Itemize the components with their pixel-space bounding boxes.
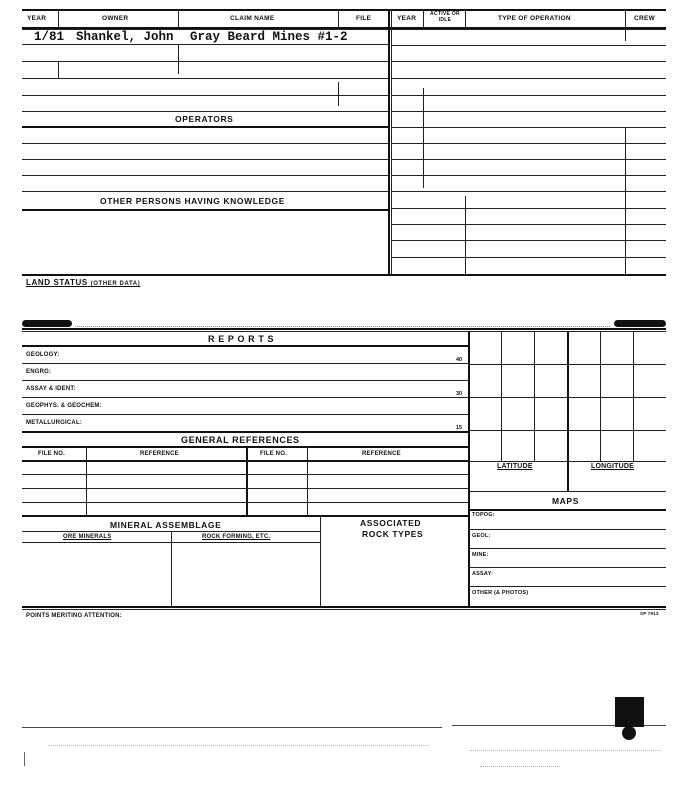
rock-forming-label: ROCK FORMING, ETC. <box>202 534 271 540</box>
header-year-right: YEAR <box>397 15 417 22</box>
row1-year: 1/81 <box>34 30 65 44</box>
gr-file-no-1: FILE NO. <box>38 451 65 457</box>
maps-topog: TOPOG: <box>472 512 495 518</box>
header-owner: OWNER <box>102 15 129 22</box>
longitude-label: LONGITUDE <box>591 463 635 470</box>
reports-heading: R E P O R T S <box>208 334 275 344</box>
registration-mark <box>615 697 644 727</box>
ore-minerals-label: ORE MINERALS <box>63 534 112 540</box>
maps-assay: ASSAY: <box>472 571 494 577</box>
report-engrg: ENGRG: <box>26 369 52 375</box>
land-status-heading <box>26 278 140 287</box>
mineral-assemblage-heading: MINERAL ASSEMBLAGE <box>110 520 222 530</box>
header-file: FILE <box>356 15 372 22</box>
report-geophys: GEOPHYS. & GEOCHEM: <box>26 403 102 409</box>
general-references-heading: GENERAL REFERENCES <box>181 435 300 445</box>
report-geology-num: 40 <box>456 357 463 363</box>
header-claim-name: CLAIM NAME <box>230 15 275 22</box>
report-metallurgical-num: 15 <box>456 425 463 431</box>
form-number: SP 7913 <box>640 611 659 616</box>
other-persons-heading: OTHER PERSONS HAVING KNOWLEDGE <box>100 196 286 206</box>
gr-reference-2: REFERENCE <box>362 451 401 457</box>
report-assay-num: 30 <box>456 391 463 397</box>
associated-heading: ASSOCIATED <box>360 518 422 528</box>
points-meriting-attention: POINTS MERITING ATTENTION: <box>26 613 122 619</box>
maps-geol: GEOL: <box>472 533 491 539</box>
row1-owner: Shankel, John <box>76 30 174 44</box>
header-crew: CREW <box>634 15 656 22</box>
latitude-label: LATITUDE <box>497 463 533 470</box>
header-type-of-operation: TYPE OF OPERATION <box>498 15 571 22</box>
gr-file-no-2: FILE NO. <box>260 451 287 457</box>
rock-types-heading: ROCK TYPES <box>362 529 424 539</box>
report-geology: GEOLOGY: <box>26 352 60 358</box>
report-metallurgical: METALLURGICAL: <box>26 420 83 426</box>
land-status-label: LAND STATUS <box>26 278 88 287</box>
operators-heading: OPERATORS <box>175 114 234 124</box>
maps-heading: MAPS <box>552 496 579 506</box>
maps-other: OTHER (& PHOTOS) <box>472 590 529 596</box>
land-status-sub: (OTHER DATA) <box>90 281 141 287</box>
gr-reference-1: REFERENCE <box>140 451 179 457</box>
header-year: YEAR <box>27 15 47 22</box>
report-assay: ASSAY & IDENT: <box>26 386 76 392</box>
header-active-or-idle: ACTIVE OR IDLE <box>430 11 460 23</box>
maps-mine: MINE: <box>472 552 489 558</box>
row1-claim-name: Gray Beard Mines #1-2 <box>190 30 348 44</box>
